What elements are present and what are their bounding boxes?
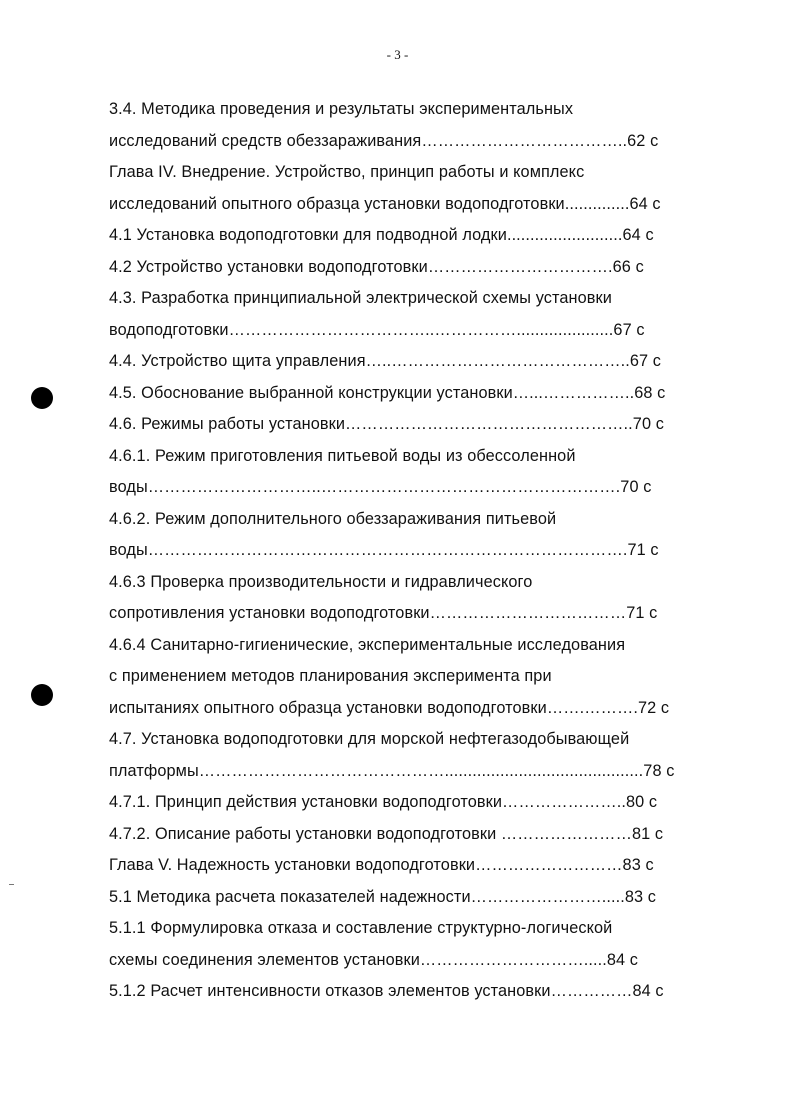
toc-line: испытаниях опытного образца установки водоподготовки…….……….72 с: [109, 698, 670, 717]
toc-line: Глава IV. Внедрение. Устройство, принцип работы и комплекс: [109, 163, 585, 181]
toc-line: 5.1.1 Формулировка отказа и составление структурно-логической: [109, 919, 613, 937]
toc-line: воды…………………………..……………………………………………….70 с: [109, 478, 652, 496]
toc-line: 4.4. Устройство щита управления…..……………………………………..67 с: [109, 352, 662, 370]
punch-hole-top: [31, 387, 53, 409]
toc-line: водоподготовки………………………………..…………….....................67 с: [109, 320, 645, 339]
toc-line: сопротивления установки водоподготовки………………………………71 с: [109, 604, 658, 622]
toc-line: 4.6.2. Режим дополнительного обеззараживания питьевой: [109, 509, 557, 528]
toc-line: 4.1 Установка водоподготовки для подводной лодки.........................64 с: [109, 226, 654, 244]
toc-line: исследований средств обеззараживания………………………………..62 с: [109, 131, 659, 150]
toc-line: Глава V. Надежность установки водоподготовки………………………83 с: [109, 856, 654, 874]
toc-line: с применением методов планирования эксперимента при: [109, 667, 552, 685]
toc-line: 4.6.4 Санитарно-гигиенические, экспериментальные исследования: [109, 635, 626, 654]
toc-line: 4.6.1. Режим приготовления питьевой воды из обессоленной: [109, 446, 576, 465]
toc-line: исследований опытного образца установки водоподготовки..............64 с: [109, 194, 661, 213]
table-of-contents: [109, 94, 749, 1008]
toc-line: 4.6.3 Проверка производительности и гидравлического: [109, 572, 533, 591]
punch-hole-bottom: [31, 684, 53, 706]
toc-line: схемы соединения элементов установки………………………….....84 с: [109, 950, 639, 969]
scan-speck: [9, 884, 14, 885]
toc-line: 4.5. Обоснование выбранной конструкции установки…...……………..68 с: [109, 383, 666, 402]
toc-line: 5.1.2 Расчет интенсивности отказов элементов установки……………84 с: [109, 982, 664, 1000]
page-number: - 3 -: [386, 47, 409, 62]
toc-line: 4.7.1. Принцип действия установки водоподготовки…………………..80 с: [109, 793, 658, 811]
toc-line: 4.2 Устройство установки водоподготовки…………………………….66 с: [109, 257, 644, 276]
toc-line: платформы………………………………………...........................................78 с: [109, 761, 675, 780]
toc-line: 4.6. Режимы работы установки……………………………………………..70 с: [109, 415, 664, 433]
toc-line: 4.7.2. Описание работы установки водоподготовки ……………………81 с: [109, 824, 664, 843]
toc-line: воды…………………………………………………………………………….71 с: [109, 541, 659, 559]
toc-line: 4.3. Разработка принципиальной электрической схемы установки: [109, 289, 612, 307]
toc-line: 4.7. Установка водоподготовки для морской нефтегазодобывающей: [109, 730, 630, 748]
toc-line: 5.1 Методика расчета показателей надежности…………………….....83 с: [109, 887, 656, 906]
toc-line: 3.4. Методика проведения и результаты экспериментальных: [109, 100, 574, 118]
